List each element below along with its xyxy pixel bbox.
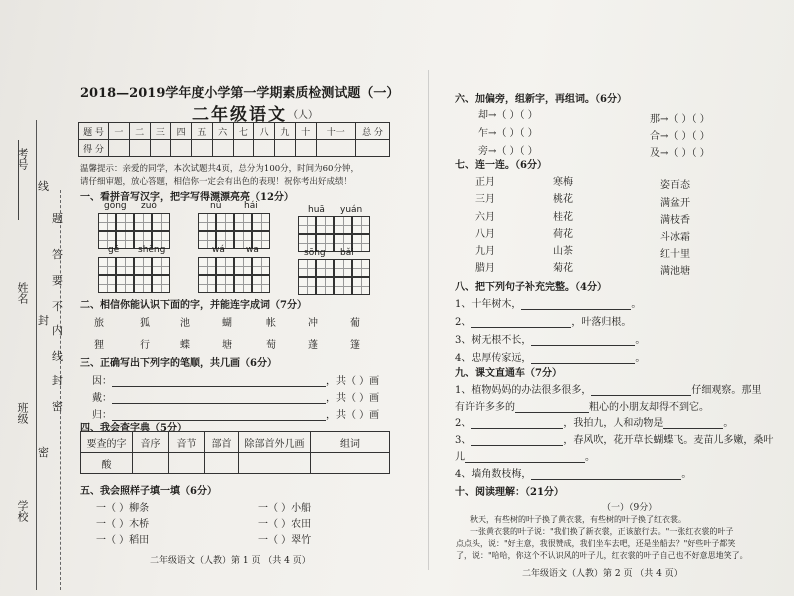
warn-char-5: 内 [52, 324, 63, 337]
writing-cell[interactable] [316, 277, 334, 295]
q7-col1-item: 三月 [475, 194, 495, 205]
q5-item[interactable]: 一（ ）稻田 [96, 535, 150, 546]
label-exam-number: 考号 [16, 148, 29, 170]
dictionary-table [80, 431, 390, 474]
pinyin-label: yuán [340, 205, 363, 215]
seal-char-secret: 密 [38, 446, 49, 459]
q3-char: 归： [92, 410, 112, 421]
q3-suffix: ，共（ ）画 [326, 376, 380, 387]
writing-cell[interactable] [198, 275, 216, 293]
score-cell: 八 [254, 123, 275, 140]
q7-col1-item: 八月 [475, 229, 495, 240]
writing-cell[interactable] [352, 216, 370, 234]
score-input-cell[interactable] [212, 140, 233, 157]
label-name: 姓名 [16, 282, 29, 304]
dict-header: 部首 [205, 432, 239, 453]
dict-answer-cell[interactable] [239, 453, 311, 474]
warn-char-2: 答 [52, 248, 63, 261]
q9-line-1: 1、植物妈妈的办法很多很多， 仔细观察。那里 [455, 385, 762, 396]
writing-cell[interactable] [334, 277, 352, 295]
warn-char-6: 线 [52, 350, 63, 363]
q5-item[interactable]: 一（ ）小船 [258, 503, 312, 514]
stroke-order-blank[interactable] [112, 403, 326, 404]
q9-blank[interactable] [663, 428, 723, 429]
q7-col2-item: 山茶 [553, 246, 573, 257]
q7-col1-item: 腊月 [475, 263, 495, 274]
score-cell: 一 [109, 123, 130, 140]
pinyin-label: gē [108, 245, 120, 255]
q7-col1-item: 正月 [475, 177, 495, 188]
score-cell: 题 号 [79, 123, 109, 140]
q9-blank[interactable] [471, 428, 563, 429]
writing-cell[interactable] [352, 277, 370, 295]
edition-label: （人） [288, 110, 318, 121]
score-cell: 十一 [316, 123, 356, 140]
score-cell: 五 [192, 123, 213, 140]
label-school: 学校 [16, 500, 29, 522]
footer-page-2: 二年级语文（人教）第 2 页 （共 4 页） [522, 569, 683, 579]
q7-col3-item: 满枝香 [660, 215, 690, 226]
score-cell: 六 [212, 123, 233, 140]
q2-char: 蝶 [180, 340, 190, 351]
score-input-cell[interactable] [150, 140, 171, 157]
q10-title: 十、阅读理解：（21分） [455, 487, 564, 498]
q8-line: 4、忠厚传家远， 。 [455, 353, 646, 364]
q3-char: 因： [92, 376, 112, 387]
q9-blank[interactable] [591, 395, 691, 396]
q9-line-4: 4、墙角数枝梅， 。 [455, 469, 692, 480]
q5-item[interactable]: 一（ ）农田 [258, 519, 312, 530]
q2-char: 塘 [222, 340, 232, 351]
score-input-cell[interactable] [233, 140, 254, 157]
warn-char-7: 封 [52, 374, 63, 387]
writing-cell[interactable] [116, 257, 134, 275]
q2-char: 狸 [94, 340, 104, 351]
q7-col2-item: 菊花 [553, 263, 573, 274]
q7-col1-item: 九月 [475, 246, 495, 257]
writing-cell[interactable] [152, 275, 170, 293]
dict-answer-cell[interactable] [205, 453, 239, 474]
q2-title: 二、相信你能认识下面的字，并能连字成词（7分） [80, 300, 307, 311]
q9-blank[interactable] [465, 462, 585, 463]
writing-cell[interactable] [252, 257, 270, 275]
dict-char: 酸 [81, 453, 133, 474]
q8-blank[interactable] [471, 327, 571, 328]
q5-item[interactable]: 一（ ）木桥 [96, 519, 150, 530]
q6-item[interactable]: 却→（ ）（ ） [478, 110, 538, 121]
score-cell: 九 [275, 123, 296, 140]
q2-char: 池 [180, 318, 190, 329]
writing-cell[interactable] [198, 257, 216, 275]
writing-cell[interactable] [234, 275, 252, 293]
score-cell: 七 [233, 123, 254, 140]
q6-item[interactable]: 及→（ ）（ ） [650, 148, 710, 159]
q8-line: 1、十年树木， 。 [455, 299, 642, 310]
page-title: 2018—2019学年度小学第一学期素质检测试题（一） [80, 86, 400, 101]
dict-answer-cell[interactable] [133, 453, 169, 474]
q8-blank[interactable] [521, 309, 631, 310]
binding-line [36, 120, 37, 590]
q2-char: 篷 [350, 340, 360, 351]
q6-item[interactable]: 乍→（ ）（ ） [478, 128, 538, 139]
q7-col2-item: 桃花 [553, 194, 573, 205]
writing-cell[interactable] [252, 213, 270, 231]
q9-line-3b: 儿 。 [455, 452, 595, 463]
dict-header: 要查的字 [81, 432, 133, 453]
q2-char: 行 [140, 340, 150, 351]
writing-cell[interactable] [298, 259, 316, 277]
writing-cell[interactable] [134, 257, 152, 275]
q1-title: 一、看拼音写汉字，把字写得漂漂亮亮（12分） [80, 192, 294, 203]
writing-cell[interactable] [352, 234, 370, 252]
score-input-cell[interactable] [171, 140, 192, 157]
score-input-cell[interactable] [254, 140, 275, 157]
q9-line-1b: 有许许多多的 粗心的小朋友却得不到它。 [455, 402, 709, 413]
score-cell: 得 分 [79, 140, 109, 157]
q3-row [92, 389, 379, 404]
writing-cell[interactable] [234, 257, 252, 275]
writing-cell[interactable] [116, 275, 134, 293]
dict-answer-row [81, 453, 390, 474]
q7-col2-item: 寒梅 [553, 177, 573, 188]
score-input-cell[interactable] [192, 140, 213, 157]
q7-col3-item: 红十里 [660, 249, 690, 260]
writing-cell[interactable] [216, 275, 234, 293]
q7-col2-item: 荷花 [553, 229, 573, 240]
q2-char: 萄 [266, 340, 276, 351]
writing-cell[interactable] [298, 277, 316, 295]
score-cell: 十 [295, 123, 316, 140]
warn-char-8: 密 [52, 400, 63, 413]
q5-item[interactable]: 一（ ）翠竹 [258, 535, 312, 546]
dict-header: 组词 [311, 432, 390, 453]
writing-cell[interactable] [134, 275, 152, 293]
score-input-cell[interactable] [275, 140, 296, 157]
footer-page-1: 二年级语文（人教）第 1 页 （共 4 页） [150, 556, 311, 566]
q9-blank[interactable] [515, 412, 589, 413]
warn-char-4: 不 [52, 300, 63, 313]
score-cell: 二 [129, 123, 150, 140]
score-table-header-row [79, 123, 390, 140]
q7-title: 七、连一连。（6分） [455, 160, 547, 171]
dict-answer-cell[interactable] [169, 453, 205, 474]
q7-col1-item: 六月 [475, 212, 495, 223]
tip-line-2: 请仔细审题，放心答题，相信你一定会有出色的表现！祝你考出好成绩！ [80, 177, 353, 187]
dict-header: 音节 [169, 432, 205, 453]
page-divider [428, 70, 429, 570]
q7-col3-item: 斗冰霜 [660, 232, 690, 243]
q3-suffix: ，共（ ）画 [326, 410, 380, 421]
exam-number-line [18, 140, 19, 220]
writing-cell[interactable] [316, 259, 334, 277]
tip-line-1: 温馨提示：亲爱的同学，本次试题共4页，总分为100分，时间为60分钟， [80, 164, 359, 174]
pinyin-label: wá [212, 245, 225, 255]
q9-blank[interactable] [531, 479, 681, 480]
q2-char: 帐 [266, 318, 276, 329]
q8-line: 2、 ，叶落归根。 [455, 317, 632, 328]
q3-char: 戴： [92, 393, 112, 404]
score-input-cell[interactable] [129, 140, 150, 157]
dict-answer-cell[interactable] [311, 453, 390, 474]
writing-cell[interactable] [198, 213, 216, 231]
reading-para-3: 点点头，说："好主意，我很赞成，我们坐车去吧，还是坐船去？"好些叶子都笑 [456, 539, 736, 548]
q7-col3-item: 满盆开 [660, 198, 690, 209]
score-input-cell[interactable] [316, 140, 356, 157]
q8-line: 3、树无根不长， 。 [455, 335, 646, 346]
writing-cell[interactable] [152, 257, 170, 275]
q3-title: 三、正确写出下列字的笔顺，共几画（6分） [80, 358, 277, 369]
subject-title: 二年级语文 [192, 105, 287, 125]
q6-title: 六、加偏旁，组新字，再组词。（6分） [455, 94, 627, 105]
q6-item[interactable]: 那→（ ）（ ） [650, 114, 710, 125]
q3-suffix: ，共（ ）画 [326, 393, 380, 404]
writing-cell[interactable] [234, 213, 252, 231]
dict-header: 音序 [133, 432, 169, 453]
q2-char: 狐 [140, 318, 150, 329]
pinyin-label: wa [246, 245, 259, 255]
q2-char: 蝴 [222, 318, 232, 329]
label-class: 班级 [16, 402, 29, 424]
score-cell: 总 分 [356, 123, 390, 140]
q9-line-3: 3、 ，春风吹，花开草长蝴蝶飞。麦苗儿多嫩，桑叶 [455, 435, 774, 446]
q2-char: 葡 [350, 318, 360, 329]
q8-blank[interactable] [531, 345, 635, 346]
writing-cell[interactable] [352, 259, 370, 277]
score-cell: 四 [171, 123, 192, 140]
pinyin-label: nǚ [210, 201, 222, 211]
writing-cell[interactable] [334, 216, 352, 234]
pinyin-label: gōng [104, 201, 127, 211]
seal-char-seal: 封 [38, 314, 49, 327]
stroke-order-blank[interactable] [112, 386, 326, 387]
q2-char: 蓬 [308, 340, 318, 351]
pinyin-label: huā [308, 205, 325, 215]
writing-cell[interactable] [98, 275, 116, 293]
pinyin-label: sōng [304, 248, 326, 258]
reading-para-4: 了，说："哈哈，你这个不认识风的叶子儿，红衣裳的叶子自己也不好意思地笑了。 [456, 551, 748, 560]
writing-cell[interactable] [98, 257, 116, 275]
q7-col3-item: 姿百态 [660, 180, 690, 191]
q10-subtitle: （一）（9分） [602, 503, 658, 513]
writing-cell[interactable] [152, 213, 170, 231]
reading-para-2: 一张黄衣裳的叶子说："我们换了新衣裳，正该旅行去。"一张红衣裳的叶子 [470, 527, 734, 536]
warn-char-1: 题 [52, 212, 63, 225]
q4-title: 四、我会查字典（5分） [80, 423, 187, 434]
q9-line-2: 2、 ，我拍九，人和动物是 。 [455, 418, 734, 429]
q3-row [92, 372, 379, 387]
writing-cell[interactable] [334, 259, 352, 277]
q2-char: 旅 [94, 318, 104, 329]
writing-cell[interactable] [316, 216, 334, 234]
reading-para-1: 秋天，有些树的叶子换了黄衣裳，有些树的叶子换了红衣裳。 [470, 515, 686, 524]
q8-title: 八、把下列句子补充完整。（4分） [455, 282, 607, 293]
pinyin-label: shēng [138, 245, 166, 255]
q6-item[interactable]: 合→（ ）（ ） [650, 131, 710, 142]
q5-title: 五、我会照样子填一填（6分） [80, 486, 217, 497]
score-table [78, 122, 390, 157]
pinyin-label: zuò [141, 201, 157, 211]
writing-cell[interactable] [298, 216, 316, 234]
q9-blank[interactable] [471, 445, 563, 446]
pinyin-label: hái [244, 201, 258, 211]
writing-cell[interactable] [116, 213, 134, 231]
warn-char-3: 要 [52, 274, 63, 287]
score-table-score-row [79, 140, 390, 157]
writing-cell[interactable] [98, 213, 116, 231]
q6-item[interactable]: 旁→（ ）（ ） [478, 146, 538, 157]
score-cell: 三 [150, 123, 171, 140]
writing-cell[interactable] [252, 275, 270, 293]
seal-char-line: 线 [38, 180, 49, 193]
score-input-cell[interactable] [356, 140, 390, 157]
score-input-cell[interactable] [295, 140, 316, 157]
q5-item[interactable]: 一（ ）柳条 [96, 503, 150, 514]
dict-header-row [81, 432, 390, 453]
q7-col2-item: 桂花 [553, 212, 573, 223]
q9-title: 九、课文直通车（7分） [455, 368, 562, 379]
dict-header: 除部首外几画 [239, 432, 311, 453]
pinyin-label: bǎi [340, 248, 354, 258]
q7-col3-item: 满池塘 [660, 266, 690, 277]
writing-cell[interactable] [134, 213, 152, 231]
writing-cell[interactable] [216, 257, 234, 275]
score-input-cell[interactable] [109, 140, 130, 157]
writing-cell[interactable] [216, 213, 234, 231]
q2-char: 冲 [308, 318, 318, 329]
